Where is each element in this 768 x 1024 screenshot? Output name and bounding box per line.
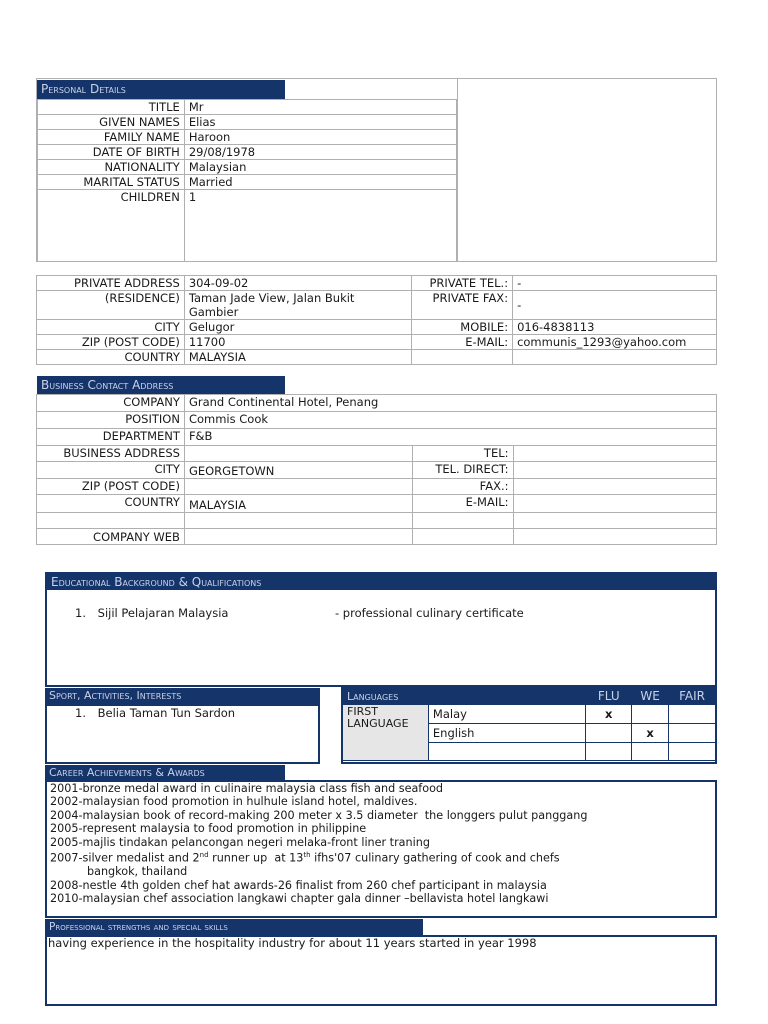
table-row	[37, 529, 717, 545]
personal-details-table	[37, 99, 457, 262]
position-label: POSITION	[37, 412, 185, 429]
zip-value: 11700	[184, 335, 411, 350]
table-row	[38, 190, 457, 262]
education-item-detail: - professional culinary certificate	[335, 606, 524, 620]
nationality-value: Malaysian	[184, 160, 456, 175]
business-contact-table	[36, 394, 717, 545]
career-list	[50, 782, 710, 905]
private-tel-label: PRIVATE TEL.:	[412, 276, 513, 291]
sport-item-name: Belia Taman Tun Sardon	[97, 706, 236, 720]
language-we-mark: x	[632, 724, 669, 743]
dob-label: DATE OF BIRTH	[38, 145, 185, 160]
email-label: E-MAIL:	[412, 335, 513, 350]
table-row	[37, 350, 717, 365]
business-tel-label: TEL:	[412, 446, 513, 462]
nationality-label: NATIONALITY	[38, 160, 185, 175]
education-item	[75, 606, 675, 620]
private-tel-value: -	[513, 276, 717, 291]
table-row	[37, 276, 717, 291]
photo-box	[457, 78, 717, 262]
career-line-part: 2007-silver medalist and 2	[50, 851, 200, 865]
table-row	[37, 495, 717, 513]
col-we-header: WE	[632, 688, 669, 705]
private-fax-label: PRIVATE FAX:	[412, 291, 513, 320]
career-line: 2005-majlis tindakan pelancongan negeri melaka-front liner traning	[50, 835, 430, 849]
business-fax-label: FAX.:	[412, 479, 513, 495]
private-address-value: 304-09-02	[184, 276, 411, 291]
business-contact-heading: Business Contact Address	[37, 376, 285, 394]
residence-label: (RESIDENCE)	[37, 291, 185, 320]
table-row	[37, 462, 717, 479]
private-address-label: PRIVATE ADDRESS	[37, 276, 185, 291]
email-value: communis_1293@yahoo.com	[513, 335, 717, 350]
residence-value: Taman Jade View, Jalan Bukit Gambier	[184, 291, 411, 320]
education-heading: Educational Background & Qualifications	[47, 574, 715, 590]
children-value: 1	[184, 190, 456, 262]
table-row	[343, 688, 716, 705]
education-item-name: Sijil Pelajaran Malaysia	[97, 606, 229, 620]
business-country-value: MALAYSIA	[184, 495, 412, 513]
table-row	[38, 130, 457, 145]
career-line: 2010-malaysian chef association langkawi chapter gala dinner –bellavista hotel langkawi	[50, 891, 549, 905]
given-names-label: GIVEN NAMES	[38, 115, 185, 130]
career-line-part: ifhs'07 culinary gathering of cook and chefs	[310, 851, 560, 865]
business-zip-label: ZIP (POST CODE)	[37, 479, 185, 495]
table-row	[38, 160, 457, 175]
language-flu-mark: x	[586, 705, 632, 724]
skills-text: having experience in the hospitality industry for about 11 years started in year 1998	[48, 936, 537, 950]
family-name-value: Haroon	[184, 130, 456, 145]
private-fax-value: -	[513, 291, 717, 320]
table-row	[37, 291, 717, 320]
business-address-label: BUSINESS ADDRESS	[37, 446, 185, 462]
col-flu-header: FLU	[586, 688, 632, 705]
languages-heading: Languages	[343, 688, 586, 705]
sport-item	[75, 706, 235, 720]
table-row	[38, 175, 457, 190]
skills-heading: Professional strengths and special skills	[45, 919, 423, 935]
company-web-label: COMPANY WEB	[37, 529, 185, 545]
city-label: CITY	[37, 320, 185, 335]
table-row	[37, 395, 717, 412]
career-line-continuation: bangkok, thailand	[87, 865, 188, 879]
career-line-part: runner up at 13	[208, 851, 304, 865]
career-line: 2002-malaysian food promotion in hulhule island hotel, maldives.	[50, 795, 418, 809]
department-value: F&B	[184, 429, 716, 446]
sport-item-number: 1.	[75, 706, 86, 720]
company-label: COMPANY	[37, 395, 185, 412]
mobile-label: MOBILE:	[412, 320, 513, 335]
career-line: 2008-nestle 4th golden chef hat awards-26 finalist from 260 chef participant in malaysia	[50, 878, 547, 892]
career-line	[50, 849, 710, 865]
marital-status-value: Married	[184, 175, 456, 190]
superscript: th	[303, 851, 311, 860]
tel-direct-label: TEL. DIRECT:	[412, 462, 513, 479]
first-language-label: FIRST LANGUAGE	[343, 705, 429, 761]
col-fair-header: FAIR	[669, 688, 716, 705]
country-value: MALAYSIA	[184, 350, 411, 365]
family-name-label: FAMILY NAME	[38, 130, 185, 145]
language-name: English	[428, 724, 585, 743]
title-label: TITLE	[38, 100, 185, 115]
business-city-value: GEORGETOWN	[184, 462, 412, 479]
table-row	[343, 705, 716, 724]
mobile-value: 016-4838113	[513, 320, 717, 335]
table-row	[38, 145, 457, 160]
business-country-label: COUNTRY	[37, 495, 185, 513]
city-value: Gelugor	[184, 320, 411, 335]
dob-value: 29/08/1978	[184, 145, 456, 160]
personal-details-heading: Personal Details	[37, 80, 285, 99]
career-heading: Career Achievements & Awards	[45, 765, 285, 780]
title-value: Mr	[184, 100, 456, 115]
career-line: 2004-malaysian book of record-making 200 meter x 3.5 diameter the longgers pulut panggang	[50, 808, 588, 822]
marital-status-label: MARITAL STATUS	[38, 175, 185, 190]
position-value: Commis Cook	[184, 412, 716, 429]
superscript: nd	[199, 851, 209, 860]
business-email-label: E-MAIL:	[412, 495, 513, 513]
table-row	[37, 446, 717, 462]
language-fair-mark	[669, 724, 716, 743]
business-city-label: CITY	[37, 462, 185, 479]
table-row	[37, 335, 717, 350]
language-fair-mark	[669, 705, 716, 724]
sport-heading: Sport, Activities, Interests	[45, 688, 320, 704]
language-we-mark	[632, 705, 669, 724]
zip-label: ZIP (POST CODE)	[37, 335, 185, 350]
table-row	[37, 320, 717, 335]
languages-table	[342, 687, 716, 761]
company-value: Grand Continental Hotel, Penang	[184, 395, 716, 412]
table-row	[37, 513, 717, 529]
education-item-number: 1.	[75, 606, 86, 620]
department-label: DEPARTMENT	[37, 429, 185, 446]
career-line: 2005-represent malaysia to food promotion in philippine	[50, 822, 367, 836]
table-row	[38, 115, 457, 130]
given-names-value: Elias	[184, 115, 456, 130]
career-line: 2001-bronze medal award in culinaire malaysia class fish and seafood	[50, 782, 444, 795]
table-row	[37, 479, 717, 495]
children-label: CHILDREN	[38, 190, 185, 262]
table-row	[38, 100, 457, 115]
country-label: COUNTRY	[37, 350, 185, 365]
language-name: Malay	[428, 705, 585, 724]
table-row	[37, 412, 717, 429]
language-flu-mark	[586, 724, 632, 743]
private-address-table	[36, 275, 717, 365]
table-row	[37, 429, 717, 446]
